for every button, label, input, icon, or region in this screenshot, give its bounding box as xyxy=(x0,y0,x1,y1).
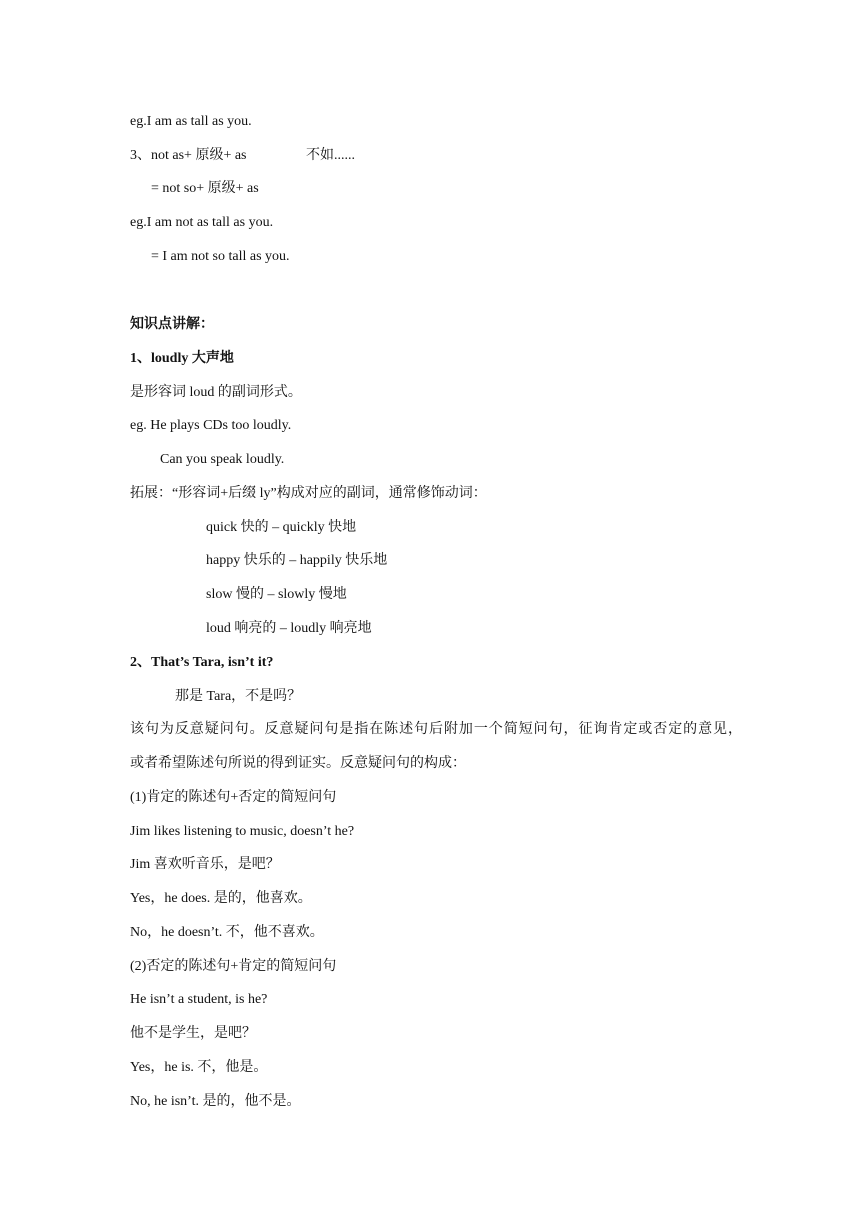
case-2-heading: (2)否定的陈述句+肯定的简短问句 xyxy=(130,959,337,974)
point-1-example-2: Can you speak loudly. xyxy=(160,452,285,467)
example-not-as-tall: eg.I am not as tall as you. xyxy=(130,215,274,230)
adverb-pair-happy: happy 快乐的 – happily 快乐地 xyxy=(206,553,388,568)
point-1-example-1: eg. He plays CDs too loudly. xyxy=(130,418,292,433)
point-2-translation: 那是 Tara，不是吗？ xyxy=(175,689,302,704)
point-1-heading: 1、loudly 大声地 xyxy=(130,351,234,366)
point-1-explanation: 是形容词 loud 的副词形式。 xyxy=(130,385,302,400)
case-2-example: He isn’t a student, is he? xyxy=(130,992,268,1007)
case-1-heading: (1)肯定的陈述句+否定的简短问句 xyxy=(130,790,337,805)
case-2-translation: 他不是学生，是吧？ xyxy=(130,1026,256,1041)
adverb-pair-quick: quick 快的 – quickly 快地 xyxy=(206,520,357,535)
point-2-heading: 2、That’s Tara, isn’t it? xyxy=(130,655,274,670)
tag-question-definition: 该句为反意疑问句。反意疑问句是指在陈述句后附加一个简短问句，征询肯定或否定的意见， xyxy=(130,722,742,737)
tag-question-definition-cont: 或者希望陈述句所说的得到证实。反意疑问句的构成： xyxy=(130,756,466,771)
rule-not-so-as: = not so+ 原级+ as xyxy=(151,181,259,196)
case-1-answer-yes: Yes，he does. 是的，他喜欢。 xyxy=(130,891,312,906)
case-2-answer-yes: Yes，he is. 不，他是。 xyxy=(130,1060,268,1075)
rule-not-as-as-meaning: 不如...... xyxy=(306,148,355,163)
example-as-tall-as: eg.I am as tall as you. xyxy=(130,114,252,129)
case-1-translation: Jim 喜欢听音乐，是吧？ xyxy=(130,857,280,872)
adverb-pair-loud: loud 响亮的 – loudly 响亮地 xyxy=(206,621,372,636)
example-not-so-tall: = I am not so tall as you. xyxy=(151,249,290,264)
extension-note: 拓展：“形容词+后缀 ly”构成对应的副词，通常修饰动词： xyxy=(130,486,487,501)
rule-not-as-as: 3、not as+ 原级+ as xyxy=(130,148,247,163)
case-1-example: Jim likes listening to music, doesn’t he? xyxy=(130,824,355,839)
case-2-answer-no: No, he isn’t. 是的，他不是。 xyxy=(130,1094,301,1109)
adverb-pair-slow: slow 慢的 – slowly 慢地 xyxy=(206,587,347,602)
section-heading: 知识点讲解： xyxy=(130,317,214,332)
case-1-answer-no: No，he doesn’t. 不，他不喜欢。 xyxy=(130,925,324,940)
